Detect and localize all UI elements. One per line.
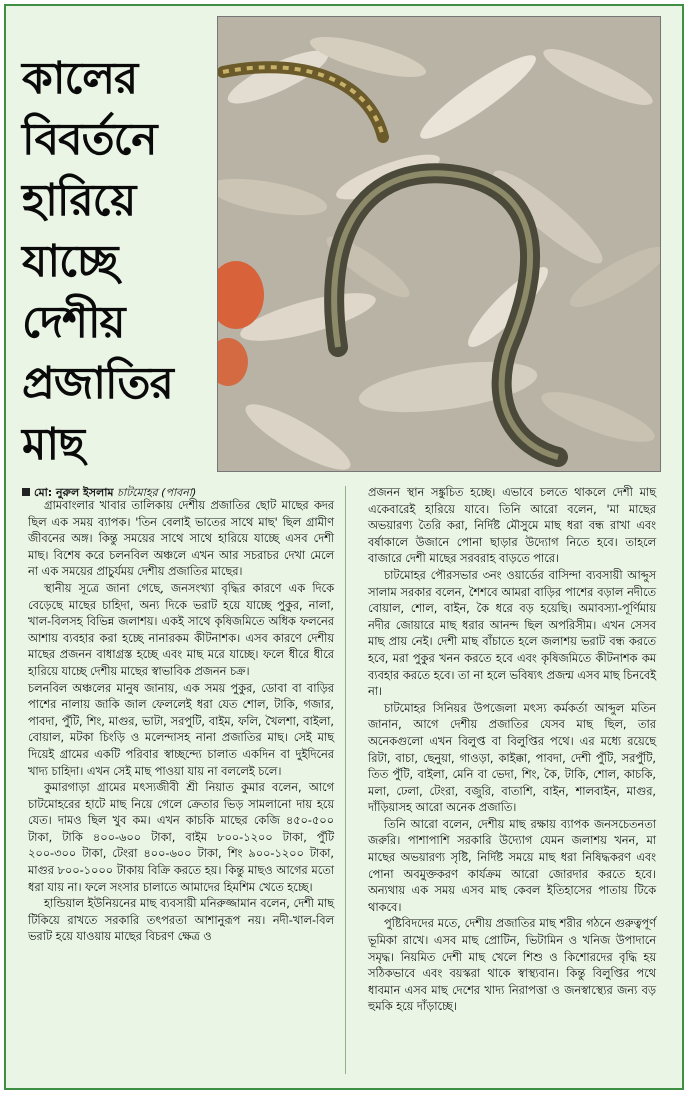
paragraph: কুমারগাড়া গ্রামের মৎস্যজীবী শ্রী নিয়াত কুমার বলেন, আগে চাটমোহরের হাটে মাছ নিয়ে গেলে ক্রেতার ভিড় সামলানো দায় হয়ে যেত। দামও ছিল খুব কম। এখন কাচকি মাছের কেজি ৪৫০-৫০০ টাকা, টাকি ৪০০-৬০০ টাকা, বাইম ৮০০-১২০০ টাকা, পুঁটি ২০০-৩০০ টাকা, টেংরা ৪০০-৬০০ টাকা, শিং ৯০০-১২০০ টাকা, মাগুর ৮০০-১০০০ টাকায় বিক্রি করতে হয়। কিন্তু মাছও আগের মতো ধরা যায় না। ফলে সংসার চালাতে আমাদের হিমশিম খেতে হচ্ছে। <box>28 781 334 894</box>
paragraph: প্রজনন স্থান সঙ্কুচিত হচ্ছে। এভাবে চলতে থাকলে দেশী মাছ একেবারেই হারিয়ে যাবে। তিনি আরো বলেন, 'মা মাছের অভয়ারণ্য তৈরি করা, নির্দিষ্ট মৌসুমে মাছ ধরা বন্ধ রাখা এবং বর্ষাকালে উজানে পোনা ছাড়ার উদ্যোগ নিতে হবে। তাহলে বাজারে দেশী মাছের সরবরাহ বাড়তে পারে। <box>368 486 656 566</box>
paragraph: গ্রামবাংলার খাবার তালিকায় দেশীয় প্রজাতির ছোট মাছের কদর ছিল এক সময় ব্যাপক। 'তিন বেলাই ভাতের সাথে মাছ' ছিল গ্রামীণ জীবনের অঙ্গ। কিন্তু সময়ের সাথে সাথে হারিয়ে যাচ্ছে এসব দেশী মাছ। বিশেষ করে চলনবিল অঞ্চলে এখন আর সচরাচর দেখা মেলে না এক সময়ের প্রাচুর্যময় দেশীয় প্রজাতির মাছের। <box>28 499 334 579</box>
headline-line: কালের <box>22 53 138 104</box>
column-divider <box>345 486 346 1074</box>
paragraph: চাটমোহর সিনিয়র উপজেলা মৎস্য কর্মকর্তা আব্দুল মতিন জানান, আগে দেশীয় প্রজাতির যেসব মাছ ছিল, তার অনেকগুলো এখন বিলুপ্ত বা বিলুপ্তির পথে। এর মধ্যে রয়েছে রিটা, বাচা, ছেনুয়া, গাওড়া, কাইক্কা, পাবদা, দেশী পুঁটি, সরপুঁটি, তিত পুঁটি, বাইলা, মেনি বা ভেদা, শিং, কৈ, টাকি, শোল, কাচকি, মলা, ঢেলা, টেংরা, বজুরি, বাতাশি, বাইন, শালবাইন, মাগুর, দাঁড়িয়াসহ আরো অনেক প্রজাতি। <box>368 701 656 815</box>
paragraph: তিনি আরো বলেন, দেশীয় মাছ রক্ষায় ব্যাপক জনসচেতনতা জরুরি। পাশাপাশি সরকারি উদ্যোগ যেমন জলাশয় খনন, মা মাছের অভয়ারণ্য সৃষ্টি, নির্দিষ্ট সময়ে মাছ ধরা নিষিদ্ধকরণ এবং পোনা অবমুক্তকরণ কার্যক্রম আরো জোরদার করতে হবে। অন্যথায় এক সময় এসব মাছ কেবল ইতিহাসের পাতায় টিকে থাকবে। <box>368 817 656 914</box>
author-name: মো: নুরুল ইসলাম <box>34 486 114 499</box>
right-column <box>368 485 656 1016</box>
headline <box>22 48 212 475</box>
bullet-square-icon <box>22 488 30 496</box>
headline-line: যাচ্ছে <box>22 236 118 287</box>
paragraph: হান্ডিয়াল ইউনিয়নের মাছ ব্যবসায়ী মনিরুজ্জামান বলেন, দেশী মাছ টিকিয়ে রাখতে সরকারি তৎপরতা আশানুরূপ নয়। নদী-খাল-বিল ভরাট হয়ে যাওয়ায় মাছের বিচরণ ক্ষেত্র ও <box>28 897 334 944</box>
left-column <box>28 498 334 946</box>
paragraph: চলনবিল অঞ্চলের মানুষ জানায়, এক সময় পুকুর, ডোবা বা বাড়ির পাশের নালায় জাকি জাল ফেললেই ধরা যেত শোল, টাকি, গজার, পাবদা, পুঁটি, শিং, মাগুর, ভাটা, সরপুটি, বাইম, ফলি, খৈলশা, বাইলা, বোয়াল, মটকা চিংড়ি ও মলেন্দাসহ নানা প্রজাতির মাছ। সেই মাছ দিয়েই গ্রামের একটি পরিবার স্বাচ্ছন্দ্যে চালাত একদিন বা দুইদিনের খাদ্য চাহিদা। এখন সেই মাছ পাওয়া যায় না বললেই চলে। <box>28 681 334 778</box>
paragraph: স্থানীয় সূত্রে জানা গেছে, জনসংখ্যা বৃদ্ধির কারণে এক দিকে বেড়েছে মাছের চাহিদা, অন্য দিকে ভরাট হয়ে যাচ্ছে পুকুর, নালা, খাল-বিলসহ বিভিন্ন জলাশয়। একই সাথে কৃষিজমিতে অধিক ফলনের আশায় ব্যবহার করা হচ্ছে নানারকম কীটনাশক। এসব কারণে দেশীয় মাছের প্রজনন বাধাগ্রস্ত হচ্ছে এবং মাছ মরে যাচ্ছে। ফলে ধীরে ধীরে হারিয়ে যাচ্ছে দেশীয় মাছের স্বাভাবিক প্রজনন চক্র। <box>28 581 334 678</box>
headline-line: মাছ <box>22 419 84 470</box>
headline-line: হারিয়ে <box>22 175 136 226</box>
paragraph: চাটমোহর পৌরসভার ৩নং ওয়ার্ডের বাসিন্দা ব্যবসায়ী আব্দুস সালাম সরকার বলেন, শৈশবে আমরা বাড়ির পাশের বড়াল নদীতে বোয়াল, শোল, বাইন, কৈ ধরে বড় হয়েছি। অমাবস্যা-পূর্ণিমায় নদীর জোয়ারে মাছ ধরার আনন্দ ছিল অপরিসীম। এখন সেসব মাছ প্রায় নেই। দেশী মাছ বাঁচাতে হলে জলাশয় ভরাট বন্ধ করতে হবে, মরা পুকুর খনন করতে হবে এবং কৃষিজমিতে কীটনাশক কম ব্যবহার করতে হবে। তা না হলে ভবিষ্যৎ প্রজন্ম এসব মাছ চিনবেই না। <box>368 568 656 699</box>
headline-line: বিবর্তনে <box>22 114 157 165</box>
headline-line: দেশীয় <box>22 297 125 348</box>
fish-photo <box>217 16 661 472</box>
paragraph: পুষ্টিবিদদের মতে, দেশীয় প্রজাতির মাছ শরীর গঠনে গুরুত্বপূর্ণ ভূমিকা রাখে। এসব মাছ প্রোটিন, ভিটামিন ও খনিজ উপাদানে সমৃদ্ধ। নিয়মিত দেশী মাছ খেলে শিশু ও কিশোরদের বৃদ্ধি হয় সঠিকভাবে এবং বয়স্করা থাকে স্বাস্থ্যবান। কিন্তু বিলুপ্তির পথে ধাবমান এসব মাছ দেশের খাদ্য নিরাপত্তা ও জনস্বাস্থ্যের জন্য বড় হুমকি হয়ে দাঁড়াচ্ছে। <box>368 917 656 1014</box>
author-location: চাটমোহর (পাবনা) <box>117 486 197 499</box>
headline-line: প্রজাতির <box>22 358 173 409</box>
